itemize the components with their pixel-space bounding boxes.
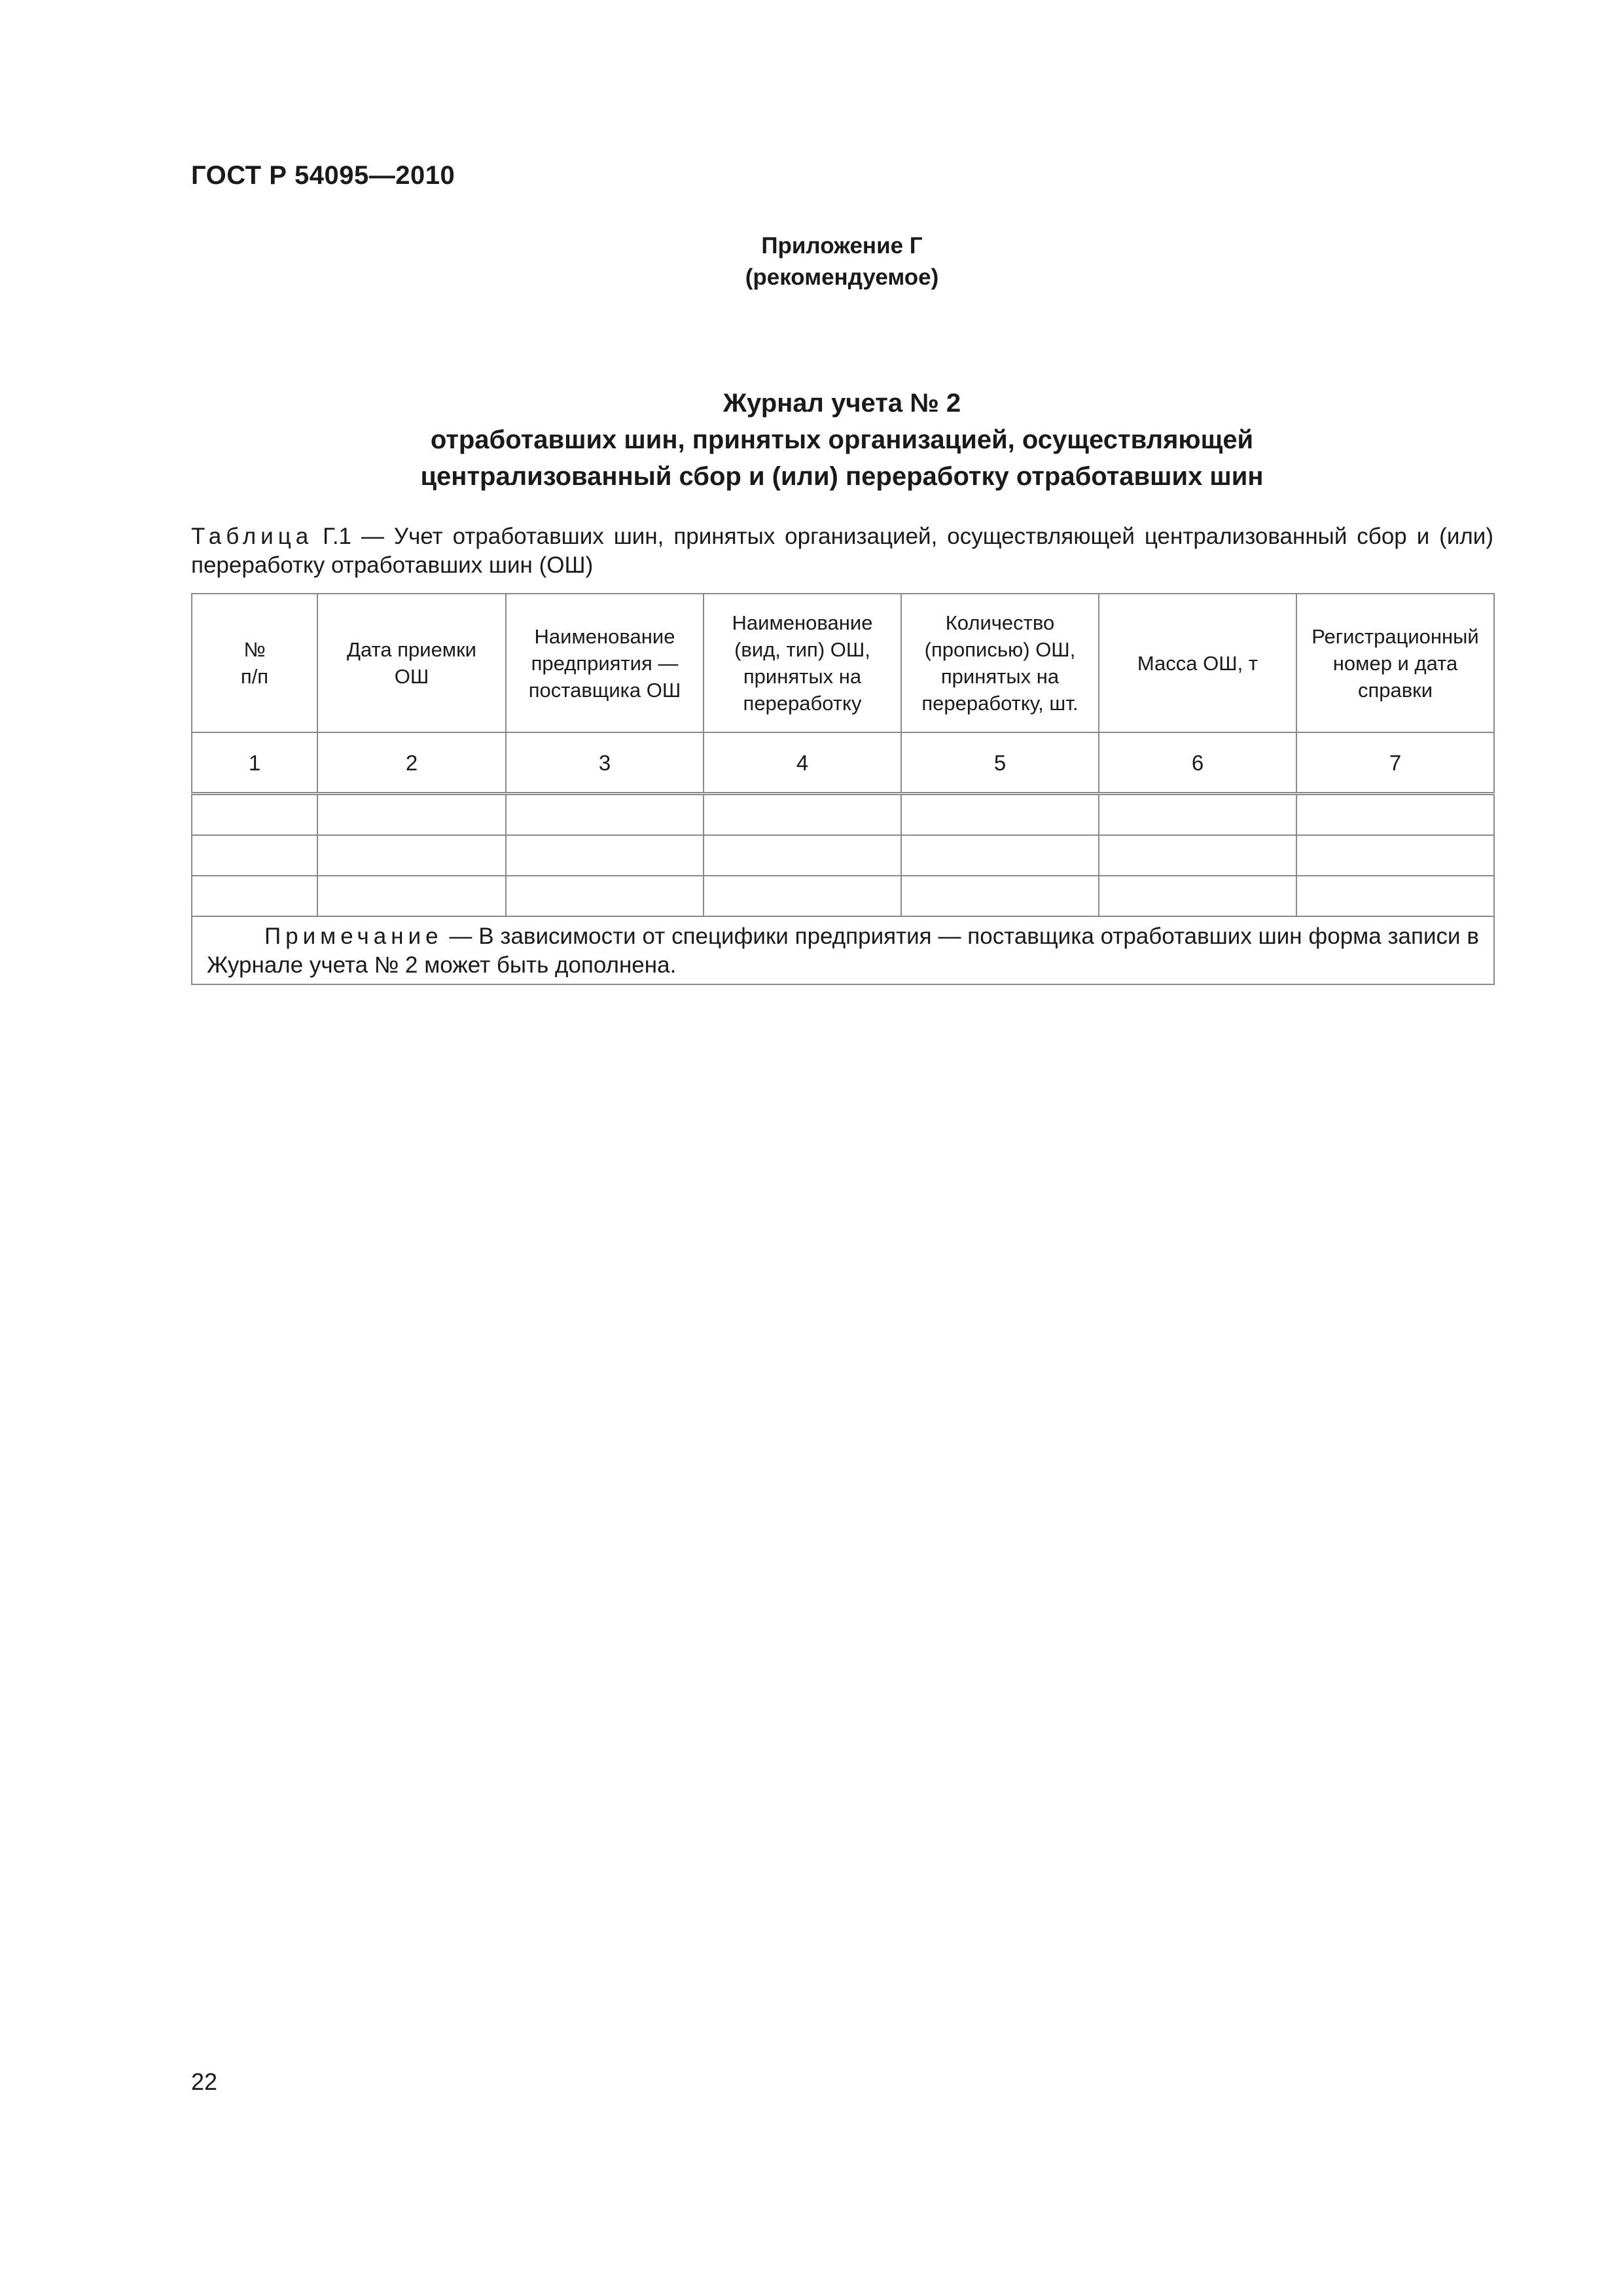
page-number: 22	[191, 2068, 218, 2095]
table-note	[192, 916, 1494, 984]
header-cell-registration: Регистрационный номер и дата справки	[1296, 594, 1494, 732]
empty-cell	[901, 876, 1099, 916]
header-cell-date: Дата приемки ОШ	[317, 594, 506, 732]
empty-cell	[192, 876, 317, 916]
appendix-title: Приложение Г	[761, 233, 923, 259]
journal-title-line-1: Журнал учета № 2	[722, 389, 961, 418]
journal-table	[191, 593, 1495, 985]
column-number-row	[192, 732, 1494, 794]
empty-table-row	[192, 794, 1494, 836]
empty-cell	[1099, 794, 1296, 836]
note-text: — В зависимости от специфики предприятия — поставщика отработавших шин форма записи в Журнале учета № 2 может быть дополнена.	[207, 924, 1479, 978]
empty-table-row	[192, 876, 1494, 916]
empty-cell	[1296, 876, 1494, 916]
column-number: 7	[1296, 732, 1494, 794]
table-caption-label: Таблица	[191, 524, 313, 549]
empty-cell	[1296, 794, 1494, 836]
table-caption	[191, 522, 1493, 580]
empty-cell	[317, 835, 506, 876]
empty-cell	[506, 835, 704, 876]
empty-table-row	[192, 835, 1494, 876]
header-cell-tire-type: Наименование (вид, тип) ОШ, принятых на переработку	[704, 594, 901, 732]
table-header-row	[192, 594, 1494, 732]
header-cell-number: № п/п	[192, 594, 317, 732]
note-label: Примечание	[264, 924, 443, 949]
appendix-heading	[0, 230, 1623, 293]
appendix-status: (рекомендуемое)	[745, 264, 939, 290]
journal-title	[0, 385, 1623, 495]
header-cell-mass: Масса ОШ, т	[1099, 594, 1296, 732]
empty-cell	[192, 794, 317, 836]
header-cell-quantity: Количество (прописью) ОШ, принятых на переработку, шт.	[901, 594, 1099, 732]
empty-cell	[704, 835, 901, 876]
table-note-row	[192, 916, 1494, 984]
document-code: ГОСТ Р 54095—2010	[191, 161, 455, 190]
empty-cell	[192, 835, 317, 876]
column-number: 4	[704, 732, 901, 794]
empty-cell	[901, 835, 1099, 876]
column-number: 1	[192, 732, 317, 794]
empty-cell	[704, 876, 901, 916]
column-number: 3	[506, 732, 704, 794]
header-cell-supplier: Наименование предприятия — поставщика ОШ	[506, 594, 704, 732]
empty-cell	[1296, 835, 1494, 876]
empty-cell	[1099, 876, 1296, 916]
empty-cell	[704, 794, 901, 836]
empty-cell	[901, 794, 1099, 836]
table-caption-text: Г.1 — Учет отработавших шин, принятых организацией, осуществляющей централизованный сбор и (или) переработку отработавших шин (ОШ)	[191, 524, 1493, 578]
empty-cell	[317, 876, 506, 916]
empty-cell	[317, 794, 506, 836]
empty-cell	[506, 876, 704, 916]
column-number: 2	[317, 732, 506, 794]
journal-title-line-3: централизованный сбор и (или) переработку отработавших шин	[420, 462, 1264, 491]
column-number: 6	[1099, 732, 1296, 794]
empty-cell	[1099, 835, 1296, 876]
column-number: 5	[901, 732, 1099, 794]
empty-cell	[506, 794, 704, 836]
journal-title-line-2: отработавших шин, принятых организацией, осуществляющей	[430, 425, 1254, 454]
